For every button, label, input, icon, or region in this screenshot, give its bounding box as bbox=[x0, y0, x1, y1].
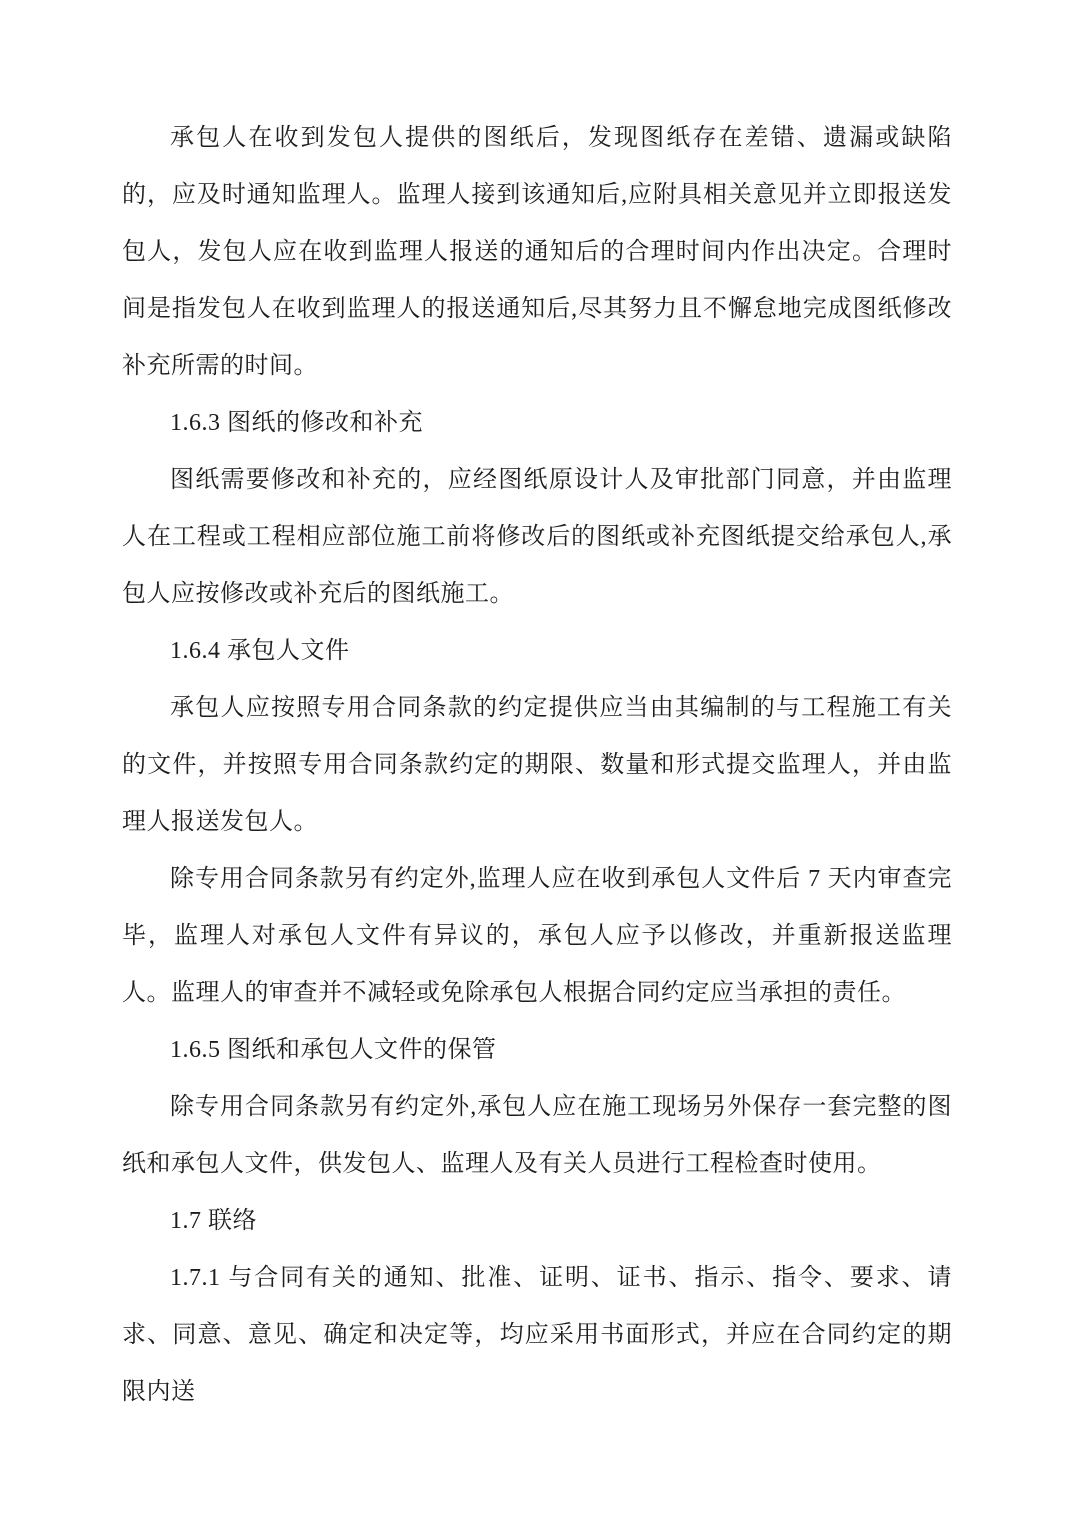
section-heading-1-7: 1.7 联络 bbox=[170, 1208, 257, 1234]
paragraph-review-period: 除专用合同条款另有约定外,监理人应在收到承包人文件后 7 天内审查完毕，监理人对承包人文件有异议的，承包人应予以修改，并重新报送监理人。监理人的审查并不减轻或免除承包人根据合同约定应当承担的责任。 bbox=[122, 866, 952, 1006]
section-heading-1-6-4: 1.6.4 承包人文件 bbox=[170, 638, 350, 664]
paragraph-drawings-modification: 图纸需要修改和补充的，应经图纸原设计人及审批部门同意，并由监理人在工程或工程相应部位施工前将修改后的图纸或补充图纸提交给承包人,承包人应按修改或补充后的图纸施工。 bbox=[122, 467, 952, 607]
section-heading-1-6-3: 1.6.3 图纸的修改和补充 bbox=[170, 410, 423, 436]
paragraph-communications: 1.7.1 与合同有关的通知、批准、证明、证书、指示、指令、要求、请求、同意、意见、确定和决定等，均应采用书面形式，并应在合同约定的期限内送 bbox=[122, 1265, 952, 1405]
document-body bbox=[122, 110, 952, 1421]
paragraph-document-keeping: 除专用合同条款另有约定外,承包人应在施工现场另外保存一套完整的图纸和承包人文件，供发包人、监理人及有关人员进行工程检查时使用。 bbox=[122, 1094, 952, 1177]
paragraph-contractor-documents: 承包人应按照专用合同条款的约定提供应当由其编制的与工程施工有关的文件，并按照专用合同条款约定的期限、数量和形式提交监理人，并由监理人报送发包人。 bbox=[122, 695, 952, 835]
paragraph-drawings-errors: 承包人在收到发包人提供的图纸后，发现图纸存在差错、遗漏或缺陷的，应及时通知监理人。监理人接到该通知后,应附具相关意见并立即报送发包人，发包人应在收到监理人报送的通知后的合理时间内作出决定。合理时间是指发包人在收到监理人的报送通知后,尽其努力且不懈怠地完成图纸修改补充所需的时间。 bbox=[122, 125, 952, 379]
section-heading-1-6-5: 1.6.5 图纸和承包人文件的保管 bbox=[170, 1037, 497, 1063]
